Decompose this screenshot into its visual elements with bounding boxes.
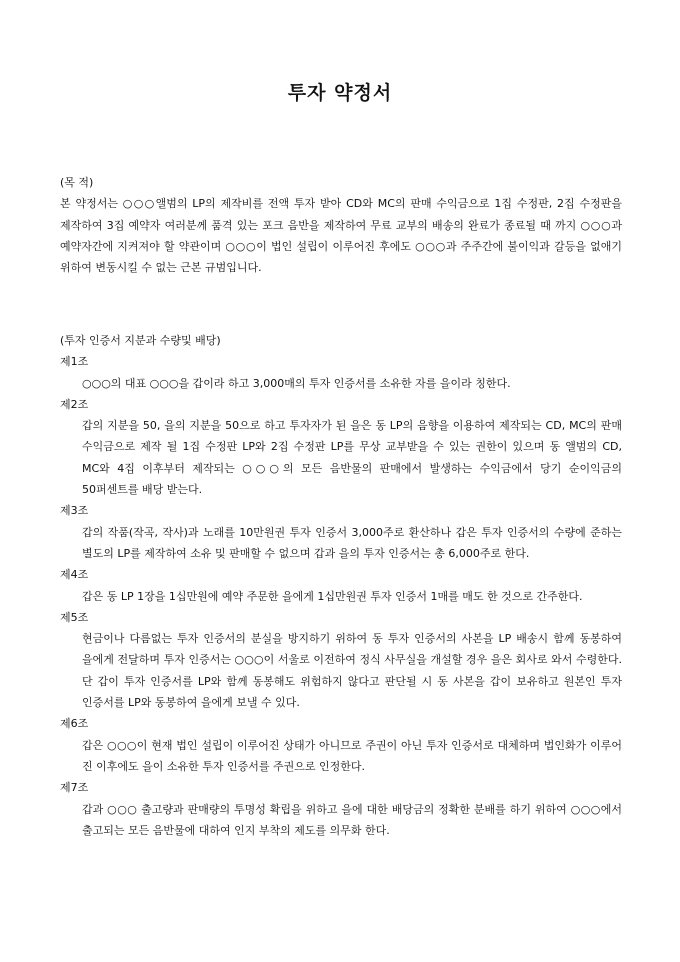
purpose-text: 본 약정서는 ○○○앨범의 LP의 제작비를 전액 투자 받아 CD와 MC의 판매 수익금으로 1집 수정판, 2집 수정판을 제작하여 3집 예약자 여러분께 품격 있는 포크 음반을 제작하여 무료 교부의 배송의 완료가 종료될 때 까지 ○○○과 예약자간에 지켜져야 할 약관이며 ○○○이 법인 설립이 이루어진 후에도 ○○○과 주주간에 불이익과 갈등을 없애기 위하여 변동시킬 수 없는 근본 규범입니다. (60, 197, 622, 275)
article-label: 제3조 (60, 504, 89, 518)
article-4 (60, 564, 622, 607)
article-label: 제6조 (60, 717, 89, 731)
document-title: 투자 약정서 (287, 82, 393, 104)
investment-section (60, 330, 622, 841)
article-label: 제1조 (60, 355, 89, 369)
purpose-section (60, 172, 622, 278)
article-7 (60, 777, 622, 841)
purpose-heading: (목 적) (60, 176, 94, 189)
article-text: ○○○의 대표 ○○○을 갑이라 하고 3,000매의 투자 인증서를 소유한 자를 을이라 칭한다. (82, 376, 511, 390)
article-1 (60, 351, 622, 394)
article-5 (60, 607, 622, 713)
article-label: 제5조 (60, 610, 89, 624)
article-6 (60, 713, 622, 777)
article-text: 현금이나 다름없는 투자 인증서의 분실을 방지하기 위하여 동 투자 인증서의 사본을 LP 배송시 함께 동봉하여 을에게 전달하며 투자 인증서는 ○○○이 서울로 이전하여 정식 사무실을 개설할 경우 을은 회사로 와서 수령한다. 단 갑이 투자 인증서를 LP와 함께 동봉해도 위험하지 않다고 판단될 시 동 사본을 갑이 보유하고 원본인 투자 인증서를 LP와 동봉하여 을에게 보낼 수 있다. (82, 632, 622, 710)
article-label: 제2조 (60, 397, 89, 411)
article-text: 갑은 동 LP 1장을 1십만원에 예약 주문한 을에게 1십만원권 투자 인증서 1매를 매도 한 것으로 간주한다. (82, 589, 583, 603)
article-3 (60, 500, 622, 564)
article-text: 갑은 ○○○이 현재 법인 설립이 이루어진 상태가 아니므로 주권이 아닌 투자 인증서로 대체하며 법인화가 이루어 진 이후에도 을이 소유한 투자 인증서를 주권으로 인정한다. (82, 738, 622, 773)
article-label: 제4조 (60, 568, 89, 582)
article-2 (60, 394, 622, 500)
section-heading: (투자 인증서 지분과 수량및 배당) (60, 334, 221, 347)
article-label: 제7조 (60, 781, 89, 795)
article-text: 갑과 ○○○ 출고량과 판매량의 투명성 확립을 위하고 을에 대한 배당금의 정확한 분배를 하기 위하여 ○○○에서 출고되는 모든 음반물에 대하여 인지 부착의 제도를 의무화 한다. (82, 802, 622, 837)
article-text: 갑의 지분을 50, 을의 지분을 50으로 하고 투자자가 된 을은 동 LP의 음향을 이용하여 제작되는 CD, MC의 판매 수익금으로 제작 될 1집 수정판 LP와 2집 수정판 LP를 무상 교부받을 수 있는 권한이 있으며 동 앨범의 CD, MC와 4집 이후부터 제작되는 ○○○의 모든 음반물의 판매에서 발생하는 수익금에서 당기 순이익금의 50퍼센트를 배당 받는다. (82, 419, 622, 497)
article-text: 갑의 작품(작곡, 작사)과 노래를 10만원권 투자 인증서 3,000주로 환산하나 갑은 투자 인증서의 수량에 준하는 별도의 LP를 제작하여 소유 및 판매할 수 없으며 갑과 을의 투자 인증서는 총 6,000주로 한다. (82, 525, 622, 560)
